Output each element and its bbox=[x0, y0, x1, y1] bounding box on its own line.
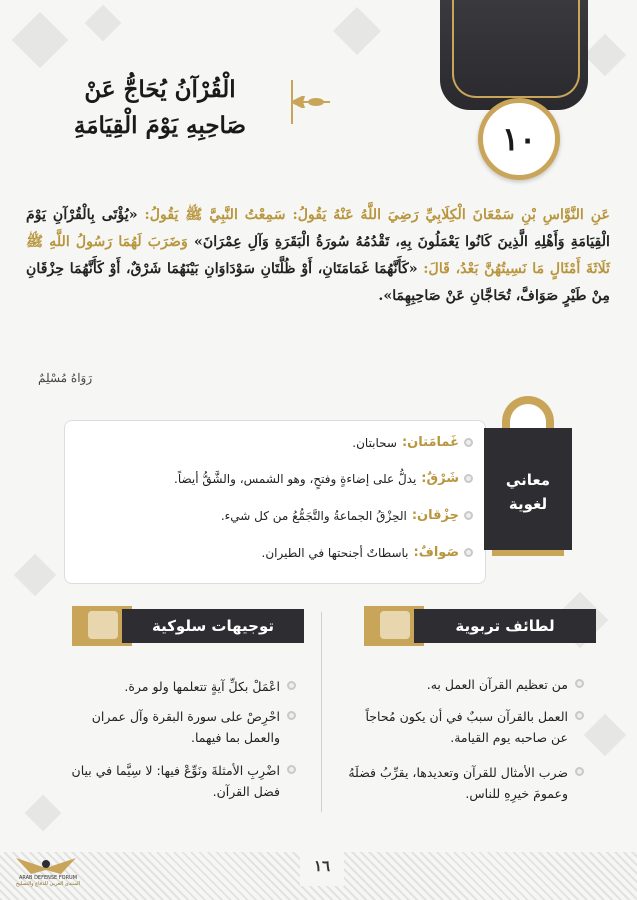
guidance-item-text: احْرِصْ على سورة البقرة وآل عمران والعمل بما فيهما. bbox=[91, 709, 280, 745]
lotus-icon bbox=[88, 611, 118, 639]
guidance-item-text: اعْمَلْ بكلِّ آيةٍ تتعلمها ولو مرة. bbox=[124, 679, 280, 694]
column-divider bbox=[321, 612, 322, 812]
lesson-title bbox=[40, 72, 280, 144]
decor-shape bbox=[25, 795, 62, 832]
vocabulary-meaning: باسطاتٌ أجنحتها في الطيران. bbox=[261, 545, 409, 560]
bullet-icon bbox=[287, 765, 296, 774]
hadith-text bbox=[26, 202, 610, 310]
hadith-narrator-note: وَضَرَبَ لَهُمَا رَسُولُ اللَّهِ ﷺ ثَلَاثَةَ أَمْثَالٍ مَا نَسِيتُهُنَّ بَعْدُ، قَالَ: bbox=[26, 234, 610, 277]
guidance-item bbox=[60, 706, 280, 748]
page-number: ١٦ bbox=[300, 846, 344, 886]
vocabulary-tab-base bbox=[492, 550, 564, 556]
vocabulary-term: غَمامَتان: bbox=[401, 435, 459, 450]
bullet-icon bbox=[575, 679, 584, 688]
decor-shape bbox=[584, 714, 626, 756]
bullet-icon bbox=[575, 767, 584, 776]
bullet-icon bbox=[575, 711, 584, 720]
lesson-item bbox=[348, 762, 568, 804]
guidance-item-text: اضْرِبِ الأمثلةَ ونَوِّعْ فيها: لا سِيَّما في بيان فضل القرآن. bbox=[71, 763, 280, 799]
lesson-item bbox=[348, 706, 568, 748]
decor-shape bbox=[584, 34, 626, 76]
vocabulary-label-line1: معاني bbox=[505, 471, 551, 489]
lesson-banner-frame bbox=[452, 0, 580, 98]
lesson-number-badge: ١٠ bbox=[478, 98, 560, 180]
plant-icon bbox=[380, 611, 410, 639]
ornament-arrow-icon bbox=[292, 96, 330, 108]
bullet-icon bbox=[464, 548, 473, 557]
forum-logo-text-en: ARAB DEFENSE FORUM bbox=[18, 875, 78, 881]
hadith-text-part1: «يُؤْتَى بِالْقُرْآنِ يَوْمَ الْقِيَامَةِ وَأَهْلِهِ الَّذِينَ كَانُوا يَعْمَلُونَ بِهِ، تَقْدُمُهُ سُورَةُ الْبَقَرَةِ وَآلِ عِمْرَانَ» bbox=[26, 207, 610, 250]
vocabulary-label-line2: لغوية bbox=[508, 495, 548, 513]
hadith-narration-intro: عَنِ النَّوَّاسِ بْنِ سَمْعَانَ الْكِلَابِيِّ رَضِيَ اللَّهُ عَنْهُ يَقُولُ: سَمِعْتُ النَّبِيَّ ﷺ يَقُولُ: bbox=[144, 207, 610, 223]
vocabulary-meaning: سحابتان. bbox=[352, 435, 397, 450]
bullet-icon bbox=[464, 474, 473, 483]
bullet-icon bbox=[464, 438, 473, 447]
vocabulary-item bbox=[221, 508, 473, 523]
guidance-item bbox=[60, 760, 280, 802]
vocabulary-box bbox=[64, 420, 486, 584]
lesson-item-text: ضرب الأمثال للقرآن وتعديدها، يقرِّبُ فضلَهُ وعمومَ خيرِهِ للناس. bbox=[348, 765, 568, 801]
forum-logo-text-ar: المنتدى العربي للدفاع والتسليح bbox=[15, 881, 81, 887]
decor-shape bbox=[85, 5, 122, 42]
vocabulary-label bbox=[484, 468, 572, 516]
lesson-item bbox=[348, 674, 568, 695]
guidance-item bbox=[60, 676, 280, 697]
vocabulary-term: شَرْقٌ: bbox=[421, 471, 459, 486]
guidance-header: توجيهات سلوكية bbox=[122, 609, 304, 643]
lessons-header: لطائف تربوية bbox=[414, 609, 596, 643]
vocabulary-term: صَوافٌ: bbox=[413, 545, 459, 560]
vocabulary-meaning: الحِزْقُ الجماعةُ والتَّجَمُّعُ من كل شيء. bbox=[220, 508, 407, 523]
vocabulary-item bbox=[352, 435, 473, 450]
hadith-text-part2: «كَأَنَّهُمَا غَمَامَتَانِ، أَوْ ظُلَّتَانِ سَوْدَاوَانِ بَيْنَهُمَا شَرْقٌ، أَوْ كَأَنَّهُمَا حِزْقَانِ مِنْ طَيْرٍ صَوَافَّ، تُحَاجَّانِ عَنْ صَاحِبِهِمَا». bbox=[26, 261, 610, 304]
decor-shape bbox=[12, 12, 69, 69]
lesson-title-line2: صَاحِبِهِ يَوْمَ الْقِيَامَةِ bbox=[73, 112, 247, 139]
vocabulary-item bbox=[262, 545, 473, 560]
bullet-icon bbox=[287, 711, 296, 720]
bullet-icon bbox=[287, 681, 296, 690]
vocabulary-item bbox=[174, 471, 473, 486]
lesson-title-line1: الْقُرْآنُ يُحَاجُّ عَنْ bbox=[84, 76, 236, 103]
lesson-item-text: العمل بالقرآن سببٌ في أن يكون مُحاجاً عن صاحبه يوم القيامة. bbox=[365, 709, 568, 745]
decor-shape bbox=[333, 7, 381, 55]
forum-logo-icon bbox=[6, 848, 86, 896]
decor-shape bbox=[14, 554, 56, 596]
vocabulary-term: حِزْقان: bbox=[411, 508, 459, 523]
hadith-source: رَوَاهُ مُسْلِمٌ bbox=[38, 371, 93, 385]
lesson-item-text: من تعظيم القرآن العمل به. bbox=[426, 677, 568, 692]
bullet-icon bbox=[464, 511, 473, 520]
vocabulary-meaning: يدلُّ على إضاءةٍ وفتحٍ، وهو الشمس، والشَّقُّ أيضاً. bbox=[174, 471, 417, 486]
